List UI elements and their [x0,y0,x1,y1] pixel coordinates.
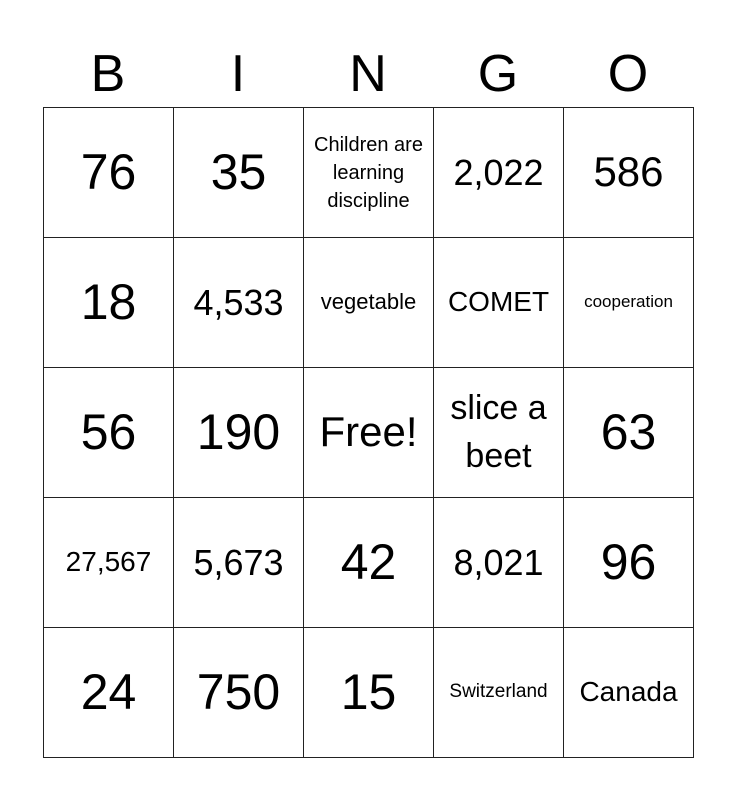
bingo-cell [434,238,564,368]
bingo-cell [44,238,174,368]
bingo-cell [304,238,434,368]
cell-text: Children are learning discipline [314,133,423,212]
cell-text: 24 [80,664,137,720]
bingo-cell [304,628,434,758]
bingo-header [43,40,693,108]
bingo-cell [44,368,174,498]
cell-text: 18 [80,274,137,330]
cell-text: 63 [600,404,657,460]
bingo-cell [44,628,174,758]
bingo-cell [304,498,434,628]
cell-text: Switzerland [449,681,548,703]
cell-text: 56 [80,404,137,460]
bingo-cell [564,498,694,628]
cell-text: 76 [80,144,137,200]
bingo-cell [44,498,174,628]
bingo-cell [434,628,564,758]
cell-text: 35 [210,144,267,200]
board-row [44,368,694,498]
header-letter-n: N [349,45,387,103]
bingo-cell [434,498,564,628]
bingo-cell [174,498,304,628]
cell-text: 96 [600,534,657,590]
header-letter-g: G [477,45,519,103]
cell-text: 15 [340,664,397,720]
bingo-cell [434,108,564,238]
bingo-cell [564,628,694,758]
header-letter-o: O [607,45,649,103]
cell-text: 190 [196,404,281,460]
cell-text: 586 [593,148,664,196]
cell-text: 42 [340,534,397,590]
board-row [44,238,694,368]
cell-text: 5,673 [193,541,284,583]
bingo-board [43,107,694,758]
bingo-cell [174,368,304,498]
bingo-cell [304,108,434,238]
cell-text: cooperation [584,292,673,312]
bingo-cell [564,108,694,238]
bingo-cell [174,628,304,758]
cell-text: 2,022 [453,151,544,193]
board-row [44,628,694,758]
cell-text: vegetable [320,289,417,315]
cell-text: 750 [196,664,281,720]
bingo-cell [564,368,694,498]
board-row [44,108,694,238]
cell-text: 4,533 [193,281,284,323]
board-row [44,498,694,628]
cell-text: COMET [447,286,550,318]
cell-text: Canada [579,676,678,708]
bingo-cell [564,238,694,368]
cell-text: 27,567 [65,546,152,578]
bingo-cell [174,238,304,368]
cell-text: slice a beet [450,388,547,475]
header-letter-b: B [90,45,126,103]
free-space-text: Free! [319,408,418,456]
bingo-cell [174,108,304,238]
bingo-cell [44,108,174,238]
header-letter-i: I [230,45,246,103]
bingo-cell [434,368,564,498]
cell-text: 8,021 [453,541,544,583]
free-space-cell [304,368,434,498]
